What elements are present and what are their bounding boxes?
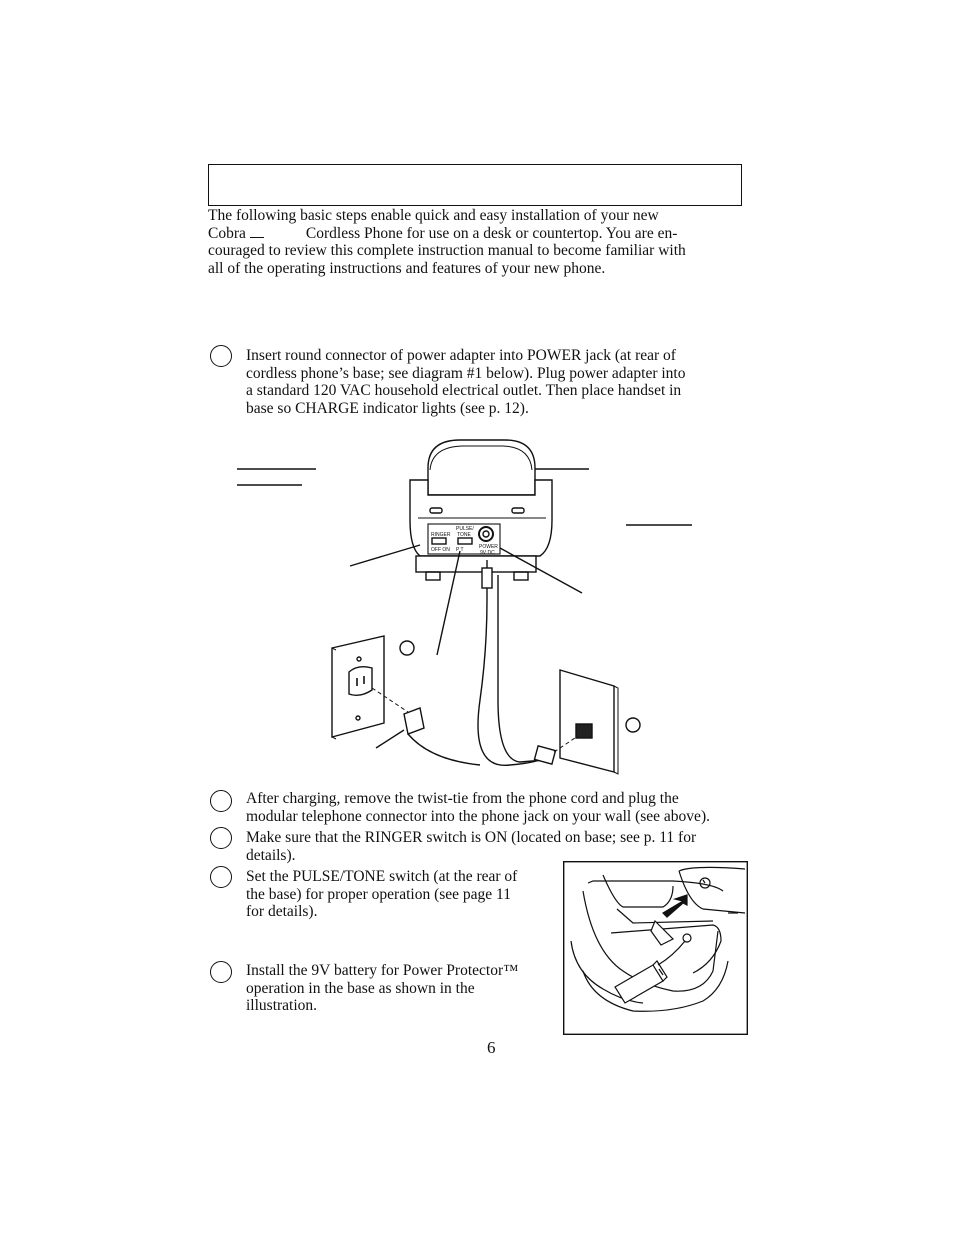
step-3-text: Make sure that the RINGER switch is ON (located on base; see p. 11 for details).	[246, 829, 697, 864]
intro-line-2: Cobra Cordless Phone for use on a desk or countertop. You are en-	[208, 224, 678, 242]
ringer-pointer-line	[350, 545, 420, 566]
battery-illustration	[563, 861, 748, 1035]
phone-cord	[498, 575, 545, 762]
callout-circle-a	[400, 641, 414, 655]
step-2-circle	[210, 790, 232, 812]
callout-circle-b	[626, 718, 640, 732]
step-4-text: Set the PULSE/TONE switch (at the rear of the base) for proper operation (see page 11 for details).	[246, 868, 518, 921]
power-plug-connector	[482, 568, 492, 588]
power-label: POWER	[479, 544, 498, 550]
step-5-text: Install the 9V battery for Power Protector™ operation in the base as shown in the illustration.	[246, 962, 519, 1015]
adapter-pointer-line	[376, 730, 404, 748]
step-4-circle	[210, 866, 232, 888]
modular-plug	[534, 746, 555, 764]
power-cord	[478, 560, 545, 765]
pulse-tone-label-2: TONE	[457, 532, 471, 538]
pulse-tone-label: PULSE/	[456, 526, 474, 532]
intro-line-3: couraged to review this complete instruction manual to become familiar with	[208, 242, 686, 260]
power-rating-label: 9V DC	[480, 550, 495, 556]
handset-top	[428, 440, 535, 495]
step-2-text: After charging, remove the twist-tie from the phone cord and plug the modular telephone connector into the phone jack on your wall (see above).	[246, 790, 710, 825]
base-foot-left	[426, 572, 440, 580]
adapter-cord	[408, 734, 480, 765]
step-1-text: Insert round connector of power adapter into POWER jack (at rear of cordless phone’s base; see diagram #1 below). Plug power adapter into a standard 120 VAC household electrical outlet. Then place handset in base so CHARGE indicator lights (see p. 12).	[246, 347, 686, 417]
ringer-label: RINGER	[431, 532, 451, 538]
step-3-circle	[210, 827, 232, 849]
wall-phone-plate	[560, 670, 614, 772]
ringer-positions: OFF ON	[431, 547, 450, 553]
step-5-circle	[210, 961, 232, 983]
intro-line-1: The following basic steps enable quick and easy installation of your new	[208, 207, 659, 224]
base-foot-right	[514, 572, 528, 580]
brand-name: Cobra	[208, 224, 246, 242]
page-number: 6	[487, 1038, 496, 1057]
phone-wall-jack	[576, 724, 592, 738]
intro-line-4: all of the operating instructions and features of your new phone.	[208, 259, 606, 277]
pulse-tone-positions: P T	[456, 547, 464, 553]
wall-outlet-plate	[332, 636, 384, 737]
